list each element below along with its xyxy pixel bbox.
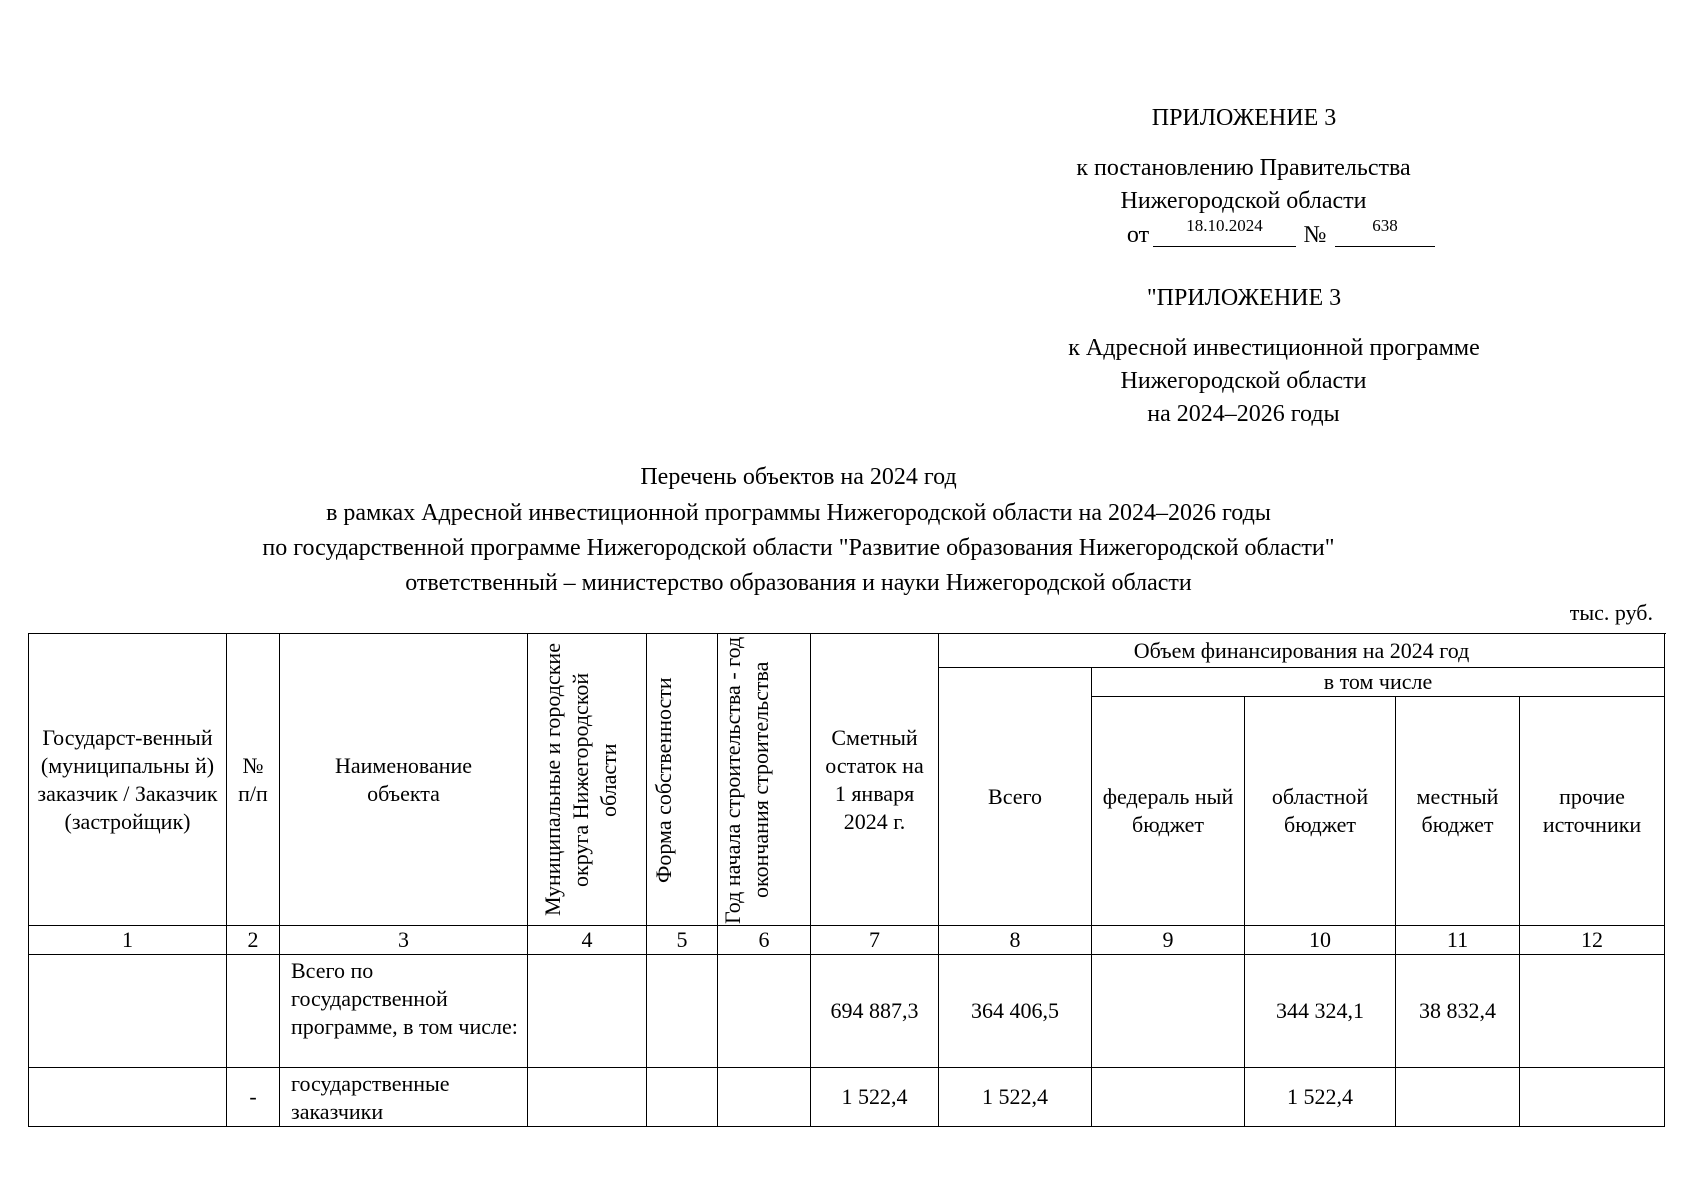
header-other-sources: прочие источники xyxy=(1520,697,1665,926)
table-row xyxy=(29,1068,1665,1127)
cell-balance: 1 522,4 xyxy=(811,1068,939,1127)
cell-total: 1 522,4 xyxy=(939,1068,1092,1127)
column-number: 4 xyxy=(528,926,647,955)
cell-other xyxy=(1520,955,1665,1068)
document-title-line-2: в рамках Адресной инвестиционной программы Нижегородской области на 2024–2026 годы xyxy=(326,500,1271,526)
header-object-name: Наименование объекта xyxy=(280,634,528,926)
cell-local: 38 832,4 xyxy=(1396,955,1520,1068)
document-title-line-4: ответственный – министерство образования и науки Нижегородской области xyxy=(405,570,1192,596)
column-numbers-row xyxy=(29,926,1665,955)
cell-municipal xyxy=(528,955,647,1068)
cell-years xyxy=(718,1068,811,1127)
appendix-quoted-heading: "ПРИЛОЖЕНИЕ 3 xyxy=(1146,285,1342,311)
appendix-heading: ПРИЛОЖЕНИЕ 3 xyxy=(1151,105,1337,131)
column-number: 7 xyxy=(811,926,939,955)
cell-balance: 694 887,3 xyxy=(811,955,939,1068)
cell-customer xyxy=(29,955,227,1068)
column-number: 1 xyxy=(29,926,227,955)
column-number: 3 xyxy=(280,926,528,955)
cell-federal xyxy=(1092,955,1245,1068)
column-number: 8 xyxy=(939,926,1092,955)
from-label: от xyxy=(1126,222,1150,248)
header-customer: Государст-венный (муниципальны й) заказчик / Заказчик (застройщик) xyxy=(29,634,227,926)
units-label: тыс. руб. xyxy=(1569,600,1653,625)
program-line-1: к Адресной инвестиционной программе xyxy=(1068,335,1480,361)
header-federal-budget: федераль ный бюджет xyxy=(1092,697,1245,926)
header-construction-years: Год начала строительства - год окончания строительства xyxy=(718,634,811,926)
header-funding: Объем финансирования на 2024 год xyxy=(939,634,1665,668)
table-row xyxy=(29,955,1665,1068)
cell-ownership xyxy=(647,1068,718,1127)
cell-local xyxy=(1396,1068,1520,1127)
header-number: № п/п xyxy=(227,634,280,926)
header-regional-budget: областной бюджет xyxy=(1245,697,1396,926)
cell-municipal xyxy=(528,1068,647,1127)
number-field: 638 xyxy=(1335,216,1435,247)
date-field: 18.10.2024 xyxy=(1153,216,1296,247)
header-total: Всего xyxy=(939,668,1092,926)
column-number: 5 xyxy=(647,926,718,955)
cell-federal xyxy=(1092,1068,1245,1127)
header-estimated-balance: Сметный остаток на 1 января 2024 г. xyxy=(811,634,939,926)
document-title-line-3: по государственной программе Нижегородской области "Развитие образования Нижегородской области" xyxy=(262,535,1335,561)
header-local-budget: местный бюджет xyxy=(1396,697,1520,926)
program-line-2: Нижегородской области xyxy=(1120,368,1367,394)
program-line-3: на 2024–2026 годы xyxy=(1147,401,1340,427)
column-number: 10 xyxy=(1245,926,1396,955)
column-number: 6 xyxy=(718,926,811,955)
column-number: 2 xyxy=(227,926,280,955)
cell-object-name: государственные заказчики xyxy=(280,1068,528,1127)
column-number: 11 xyxy=(1396,926,1520,955)
document-title-line-1: Перечень объектов на 2024 год xyxy=(640,464,957,490)
cell-total: 364 406,5 xyxy=(939,955,1092,1068)
cell-object-name: Всего по государственной программе, в том числе: xyxy=(280,955,528,1068)
cell-number xyxy=(227,955,280,1068)
cell-years xyxy=(718,955,811,1068)
header-municipal-districts: Муниципальные и городские округа Нижегородской области xyxy=(528,634,647,926)
column-number: 12 xyxy=(1520,926,1665,955)
cell-customer xyxy=(29,1068,227,1127)
cell-ownership xyxy=(647,955,718,1068)
cell-regional: 1 522,4 xyxy=(1245,1068,1396,1127)
cell-regional: 344 324,1 xyxy=(1245,955,1396,1068)
header-ownership-form: Форма собственности xyxy=(647,634,718,926)
header-including: в том числе xyxy=(1092,668,1665,697)
cell-number: - xyxy=(227,1068,280,1127)
resolution-line-1: к постановлению Правительства xyxy=(1076,155,1411,181)
number-label: № xyxy=(1303,222,1327,248)
resolution-line-2: Нижегородской области xyxy=(1120,188,1367,214)
cell-other xyxy=(1520,1068,1665,1127)
objects-table xyxy=(28,633,1665,1127)
column-number: 9 xyxy=(1092,926,1245,955)
